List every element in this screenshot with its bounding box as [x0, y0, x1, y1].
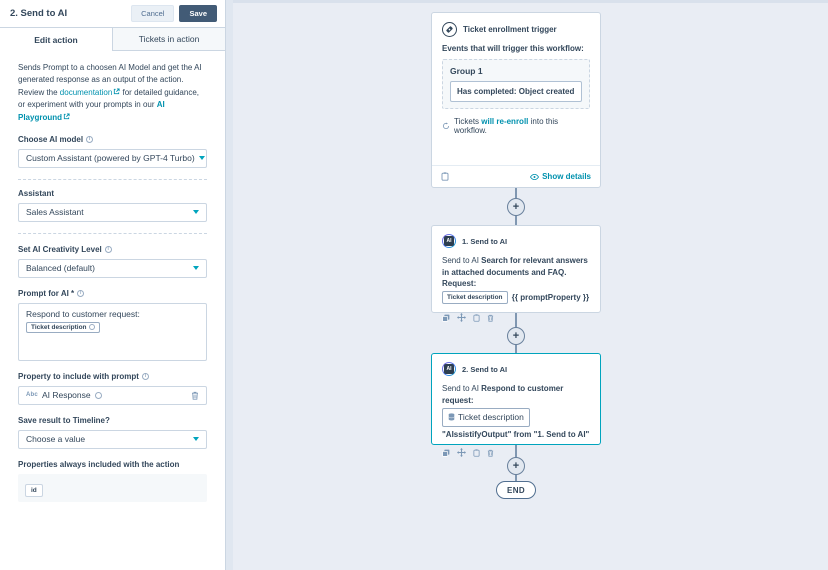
trigger-group-box	[442, 59, 590, 109]
chevron-down-icon	[193, 266, 199, 270]
info-icon[interactable]	[95, 392, 102, 399]
trash-icon[interactable]	[487, 314, 494, 322]
trash-icon[interactable]	[191, 391, 199, 400]
prompt-textarea[interactable]	[18, 303, 207, 361]
description-text-1: Sends Prompt to a choosen AI Model and get the AI generated response as an output of the action. Review the	[18, 63, 202, 97]
field-label: Save result to Timeline?	[18, 415, 110, 425]
action-card-header	[442, 362, 590, 376]
trigger-event[interactable]: Has completed: Object created	[450, 81, 582, 102]
info-icon[interactable]: i	[86, 136, 93, 143]
property-chip-id: id	[25, 484, 43, 497]
action-title: 1. Send to AI	[462, 236, 508, 246]
ticket-description-chip[interactable]: Ticket description	[442, 291, 508, 304]
action-card-2-selected[interactable]	[431, 353, 601, 445]
field-creativity-level	[18, 245, 207, 278]
tab-edit-action[interactable]: Edit action	[0, 28, 113, 51]
trigger-title: Ticket enrollment trigger	[463, 25, 557, 34]
group-label: Group 1	[450, 66, 483, 76]
trash-icon[interactable]	[487, 449, 494, 457]
action-description	[18, 62, 207, 124]
ai-action-icon: AI	[442, 234, 456, 248]
field-label: Assistant	[18, 188, 55, 198]
field-assistant	[18, 189, 207, 222]
page-title: 2. Send to AI	[10, 8, 68, 19]
ai-playground-link[interactable]: AI Playground	[18, 100, 165, 122]
token-remove-icon[interactable]	[89, 324, 95, 330]
action-card-1[interactable]	[431, 225, 601, 313]
cancel-button[interactable]: Cancel	[131, 5, 174, 22]
action-card-toolbar	[442, 313, 590, 322]
prompt-text: Respond to customer request:	[26, 308, 140, 319]
action-card-header	[442, 234, 590, 248]
trigger-card-header	[432, 13, 600, 41]
edit-action-panel	[0, 0, 226, 570]
field-label: Choose AI model i	[18, 135, 207, 144]
header-buttons	[131, 5, 217, 22]
clipboard-icon[interactable]	[473, 314, 480, 322]
copy-icon[interactable]	[442, 449, 450, 457]
ticket-trigger-icon	[442, 22, 457, 37]
workflow-canvas[interactable]	[233, 0, 828, 570]
field-label: Set AI Creativity Level i	[18, 245, 207, 254]
refresh-icon	[442, 122, 450, 130]
move-icon[interactable]	[457, 448, 466, 457]
trigger-card-footer	[432, 165, 600, 187]
property-row[interactable]	[18, 386, 207, 405]
save-button[interactable]: Save	[179, 5, 217, 22]
trigger-card[interactable]	[431, 12, 601, 188]
clipboard-icon[interactable]	[473, 449, 480, 457]
ai-action-icon: AI	[442, 362, 456, 376]
field-label: Property to include with prompt i	[18, 372, 207, 381]
field-label: Prompt for AI * i	[18, 289, 207, 298]
action-title: 2. Send to AI	[462, 364, 508, 374]
assistant-select[interactable]: Sales Assistant	[18, 203, 207, 222]
eye-icon	[530, 174, 539, 180]
action-summary: Send to AI Search for relevant answers in attached documents and FAQ. Request: Ticket description {{ promptProperty }}	[442, 255, 590, 305]
panel-header	[0, 0, 225, 28]
move-icon[interactable]	[457, 313, 466, 322]
add-action-button[interactable]: +	[507, 457, 525, 475]
documentation-link[interactable]: documentation	[59, 87, 113, 97]
show-details-link[interactable]: Show details	[530, 172, 591, 181]
panel-tabs	[0, 28, 225, 51]
property-type-abc: Abc	[26, 392, 38, 399]
description-text-2: for detailed guidance, or experiment with your prompts in our	[18, 87, 200, 110]
prompt-token-ticket-description[interactable]: Ticket description	[26, 322, 100, 333]
add-action-button[interactable]: +	[507, 198, 525, 216]
field-property-include	[18, 372, 207, 405]
info-icon[interactable]: i	[77, 290, 84, 297]
panel-scrollbar[interactable]	[226, 0, 233, 570]
chevron-down-icon	[193, 210, 199, 214]
ticket-description-chip[interactable]: Ticket description	[442, 408, 530, 426]
workflow-end-node: END	[496, 481, 536, 499]
reenroll-note: Tickets will re-enroll into this workflow.	[432, 109, 600, 143]
field-choose-ai-model	[18, 135, 207, 168]
reenroll-link[interactable]: will re-enroll	[481, 117, 529, 126]
external-link-icon	[63, 113, 70, 120]
action-card-toolbar	[442, 448, 590, 457]
field-label: Properties always included with the action	[18, 459, 180, 469]
field-always-included	[18, 460, 207, 502]
info-icon[interactable]: i	[142, 373, 149, 380]
database-icon	[448, 413, 455, 421]
property-name: AI Response	[41, 390, 91, 401]
field-prompt	[18, 289, 207, 361]
timeline-select[interactable]: Choose a value	[18, 430, 207, 449]
field-save-timeline	[18, 416, 207, 449]
ai-model-select[interactable]: Custom Assistant (powered by GPT-4 Turbo)	[18, 149, 207, 168]
clipboard-icon[interactable]	[441, 172, 449, 181]
copy-icon[interactable]	[442, 314, 450, 322]
chevron-down-icon	[193, 437, 199, 441]
add-action-button[interactable]: +	[507, 327, 525, 345]
tab-tickets-in-action[interactable]: Tickets in action	[113, 28, 225, 51]
events-heading: Events that will trigger this workflow:	[442, 44, 584, 53]
panel-content	[0, 51, 225, 502]
action-summary: Send to AI Respond to customer request: Ticket description "AIssistifyOutput" from "1. Send to AI"	[442, 384, 590, 439]
chevron-down-icon	[199, 156, 205, 160]
info-icon[interactable]: i	[105, 246, 112, 253]
canvas-top-strip	[233, 0, 828, 3]
included-properties-box	[18, 474, 207, 502]
assistant-subsection	[18, 179, 207, 234]
creativity-select[interactable]: Balanced (default)	[18, 259, 207, 278]
